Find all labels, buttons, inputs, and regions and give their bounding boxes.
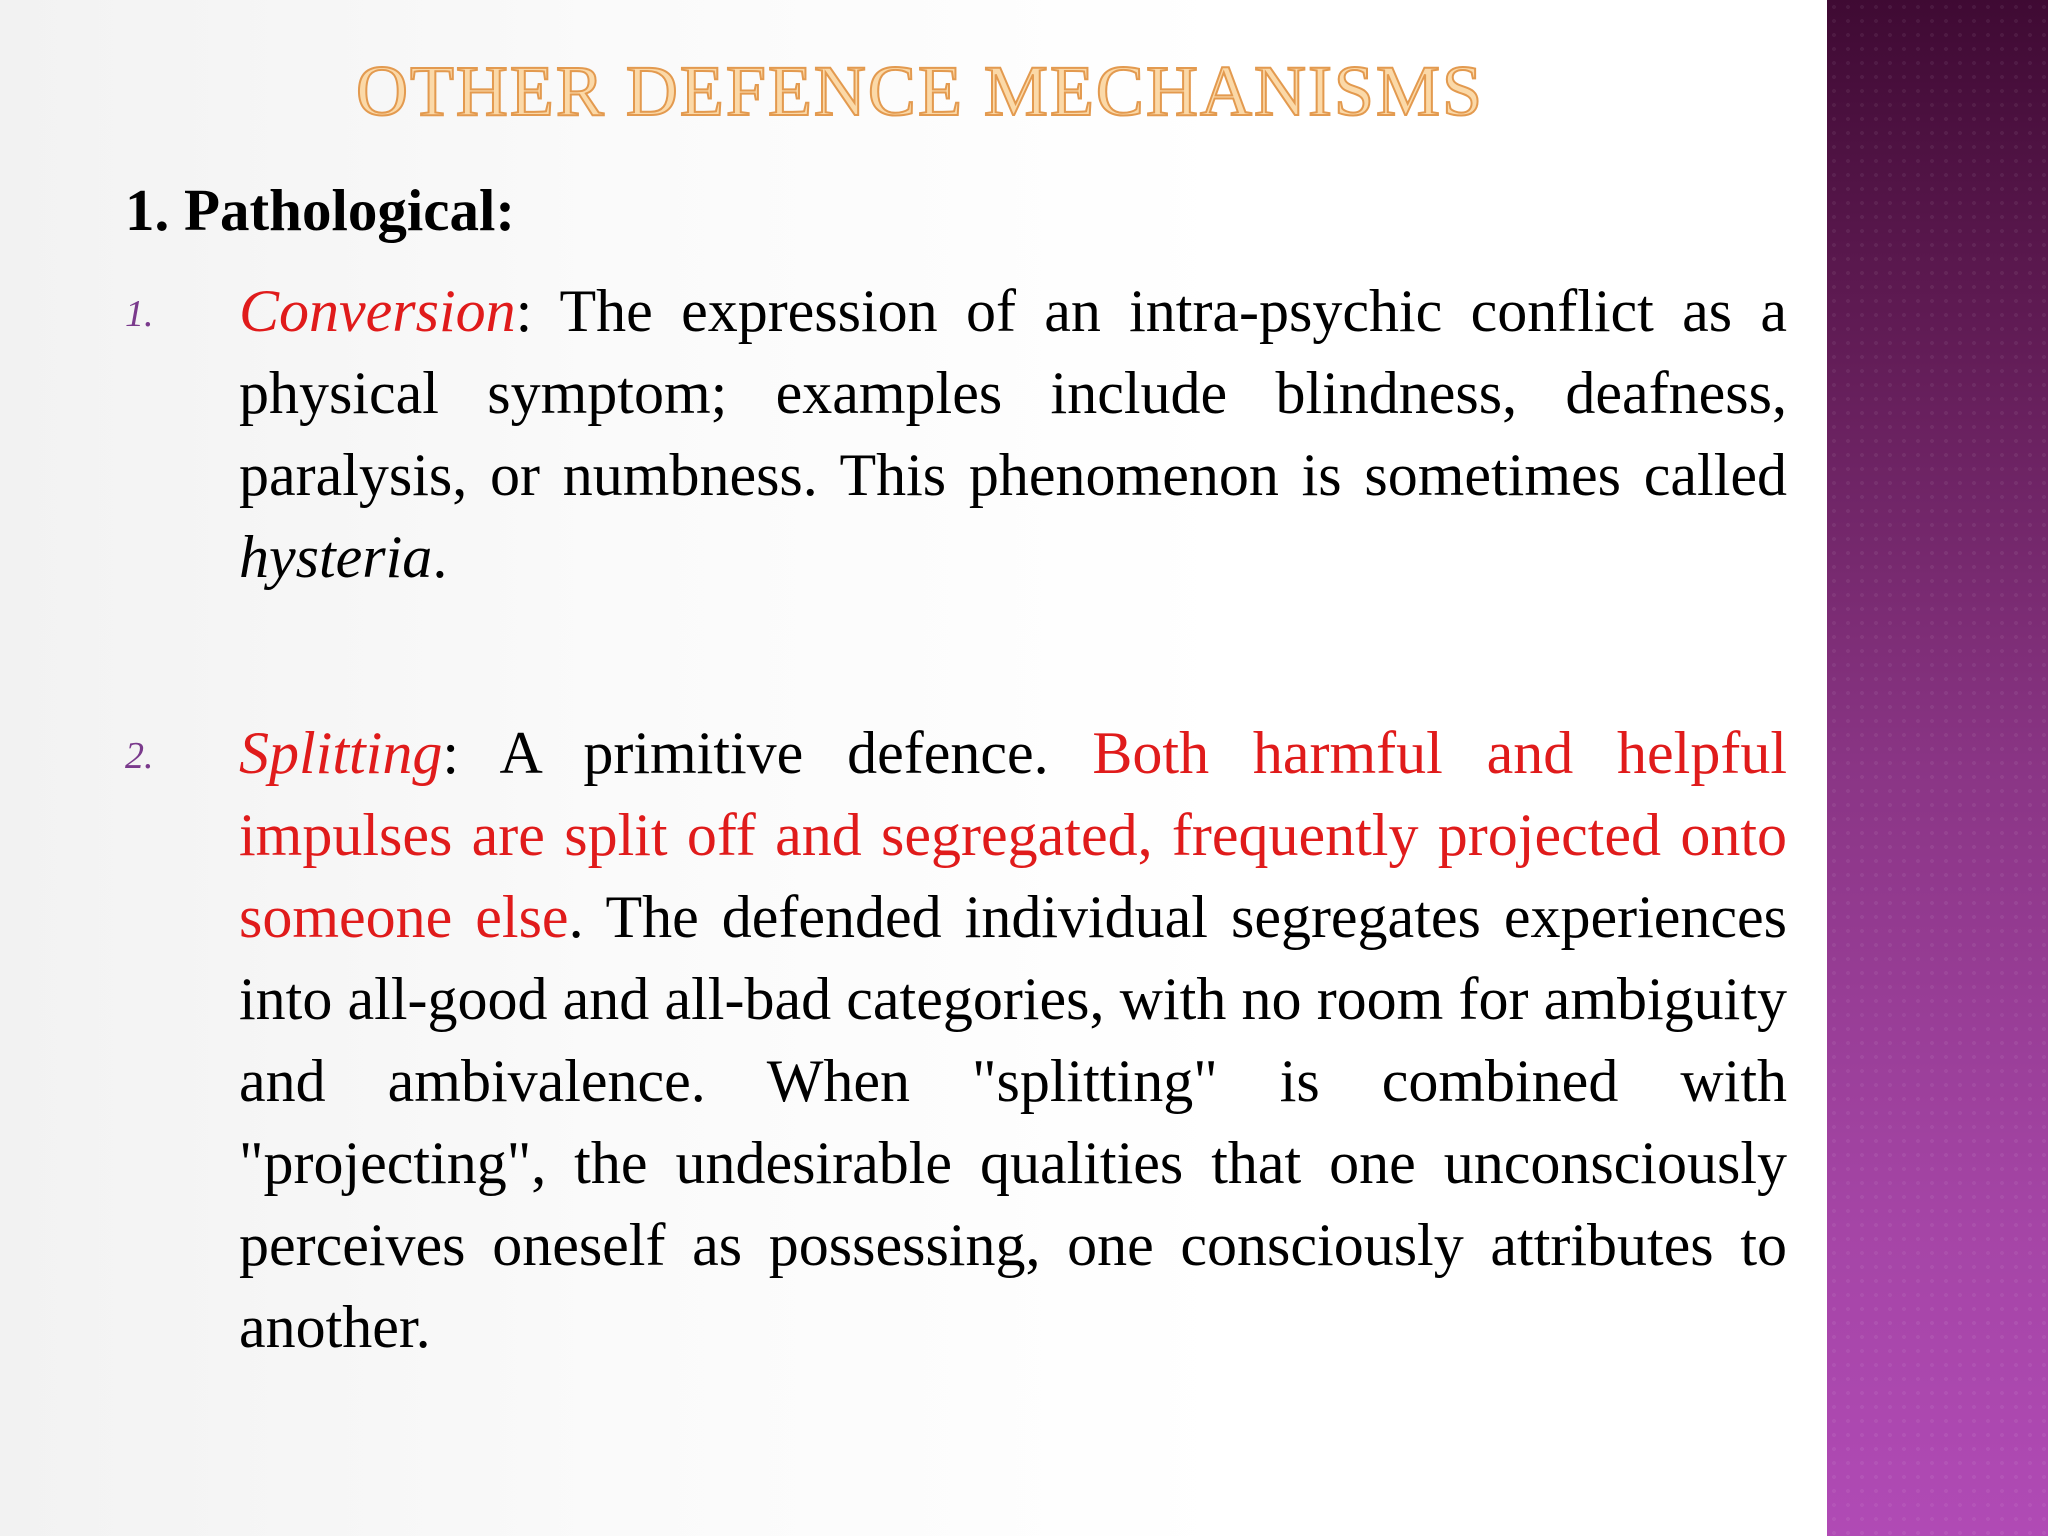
term-splitting: Splitting — [239, 720, 443, 786]
definition-text: : The expression of an intra-psychic conflict as a physical symptom; examples include blindness, deafness, paralysis, or numbness. This phenomenon is sometimes called — [239, 278, 1787, 508]
italic-term-hysteria: hysteria — [239, 524, 433, 590]
definition-rest: . The defended individual segregates experiences into all-good and all-bad categories, with no room for ambiguity and ambivalence. When "splitting" is combined with "projecting", the undesirable qualities that one unconsciously perceives oneself as possessing, one consciously attributes to another. — [239, 884, 1787, 1360]
list-item-text — [239, 270, 1787, 598]
term-conversion: Conversion — [239, 278, 516, 344]
list-number: 1. — [125, 293, 154, 335]
definition-text: : A primitive defence. — [442, 720, 1093, 786]
list-number: 2. — [125, 735, 154, 777]
section-heading: 1. Pathological: — [125, 177, 516, 243]
slide-title: OTHER DEFENCE MECHANISMS — [355, 51, 1485, 131]
decorative-side-band — [1827, 0, 2048, 1536]
list-item-text — [239, 712, 1787, 1368]
definition-end: . — [432, 524, 448, 590]
highlighted-text: Both harmful and helpful impulses are split off and segregated, frequently projected onto someone else — [239, 720, 1788, 950]
